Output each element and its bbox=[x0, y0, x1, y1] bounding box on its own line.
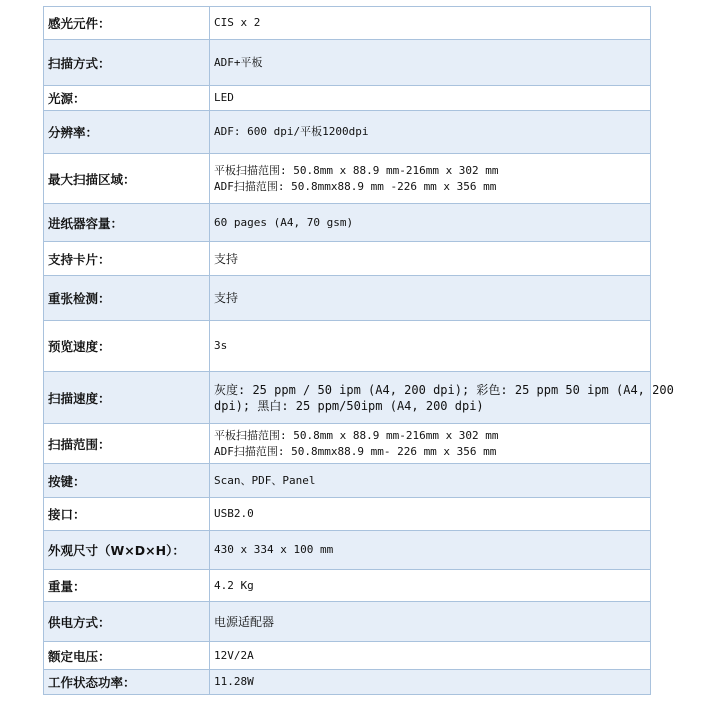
spec-label: 接口： bbox=[44, 498, 210, 531]
spec-label: 重张检测： bbox=[44, 276, 210, 321]
spec-value bbox=[210, 602, 651, 642]
spec-label: 扫描速度： bbox=[44, 372, 210, 424]
spec-value bbox=[210, 7, 651, 40]
spec-value bbox=[210, 424, 651, 464]
spec-label: 预览速度： bbox=[44, 321, 210, 372]
spec-value-line: USB2.0 bbox=[214, 507, 254, 520]
spec-label: 扫描方式： bbox=[44, 40, 210, 86]
spec-value-line: ADF: 600 dpi/平板1200dpi bbox=[214, 125, 369, 138]
spec-label: 光源： bbox=[44, 86, 210, 111]
spec-row-feeder-capacity bbox=[44, 204, 651, 242]
spec-value-line: Scan、PDF、Panel bbox=[214, 473, 316, 487]
spec-row-power-supply bbox=[44, 602, 651, 642]
spec-row-max-scan-area bbox=[44, 154, 651, 204]
spec-label: 额定电压： bbox=[44, 642, 210, 670]
spec-value-line: ADF扫描范围: 50.8mmx88.9 mm -226 mm x 356 mm bbox=[214, 179, 497, 193]
spec-value bbox=[210, 531, 651, 570]
spec-value-line: 支持 bbox=[214, 291, 239, 305]
spec-label: 进纸器容量： bbox=[44, 204, 210, 242]
spec-row-sensor bbox=[44, 7, 651, 40]
spec-label: 供电方式： bbox=[44, 602, 210, 642]
spec-row-buttons bbox=[44, 464, 651, 498]
spec-value-line: 4.2 Kg bbox=[214, 578, 254, 592]
spec-row-rated-voltage bbox=[44, 642, 651, 670]
spec-value bbox=[210, 464, 651, 498]
spec-row-double-feed-detection bbox=[44, 276, 651, 321]
spec-label: 按键： bbox=[44, 464, 210, 498]
spec-label: 扫描范围： bbox=[44, 424, 210, 464]
spec-label: 工作状态功率： bbox=[44, 670, 210, 695]
spec-value-line: ADF+平板 bbox=[214, 55, 263, 69]
spec-value-line: dpi); 黑白: 25 ppm/50ipm (A4, 200 dpi) bbox=[214, 398, 484, 413]
spec-value bbox=[210, 276, 651, 321]
spec-value bbox=[210, 111, 651, 154]
spec-value-line: 电源适配器 bbox=[214, 614, 275, 629]
spec-label: 外观尺寸（W×D×H）： bbox=[44, 531, 210, 570]
spec-value-line: CIS x 2 bbox=[214, 16, 261, 29]
spec-value bbox=[210, 154, 651, 204]
spec-value-line: LED bbox=[214, 91, 234, 104]
spec-row-dimensions bbox=[44, 531, 651, 570]
spec-value-line: 430 x 334 x 100 mm bbox=[214, 543, 334, 556]
spec-label: 支持卡片： bbox=[44, 242, 210, 276]
spec-label: 最大扫描区域： bbox=[44, 154, 210, 204]
spec-row-light-source bbox=[44, 86, 651, 111]
spec-value-line: 灰度: 25 ppm / 50 ipm (A4, 200 dpi); 彩色: 25 ppm 50 ipm (A4, 200 bbox=[214, 382, 674, 397]
spec-value bbox=[210, 372, 674, 424]
spec-value bbox=[210, 642, 651, 670]
spec-label: 感光元件： bbox=[44, 7, 210, 40]
spec-value bbox=[210, 570, 651, 602]
spec-row-scan-range bbox=[44, 424, 651, 464]
spec-label: 分辨率： bbox=[44, 111, 210, 154]
spec-row-scan-speed bbox=[44, 372, 651, 424]
spec-row-weight bbox=[44, 570, 651, 602]
spec-value bbox=[210, 204, 651, 242]
spec-table bbox=[43, 6, 674, 695]
spec-row-scan-method bbox=[44, 40, 651, 86]
spec-value bbox=[210, 242, 651, 276]
spec-value-line: 平板扫描范围: 50.8mm x 88.9 mm-216mm x 302 mm bbox=[214, 163, 499, 177]
spec-value-line: ADF扫描范围: 50.8mmx88.9 mm- 226 mm x 356 mm bbox=[214, 444, 497, 458]
spec-value bbox=[210, 321, 651, 372]
spec-value-line: 支持 bbox=[214, 251, 239, 266]
spec-row-resolution bbox=[44, 111, 651, 154]
spec-value bbox=[210, 498, 651, 531]
spec-value-line: 11.28W bbox=[214, 675, 254, 688]
spec-value-line: 60 pages (A4, 70 gsm) bbox=[214, 215, 354, 229]
spec-label: 重量： bbox=[44, 570, 210, 602]
spec-value-line: 12V/2A bbox=[214, 648, 254, 662]
spec-value-line: 平板扫描范围: 50.8mm x 88.9 mm-216mm x 302 mm bbox=[214, 428, 499, 442]
spec-row-power-consumption bbox=[44, 670, 651, 695]
spec-value-line: 3s bbox=[214, 339, 228, 352]
spec-row-card-support bbox=[44, 242, 651, 276]
spec-value bbox=[210, 670, 651, 695]
spec-row-preview-speed bbox=[44, 321, 651, 372]
spec-row-interface bbox=[44, 498, 651, 531]
spec-value bbox=[210, 40, 651, 86]
spec-value bbox=[210, 86, 651, 111]
